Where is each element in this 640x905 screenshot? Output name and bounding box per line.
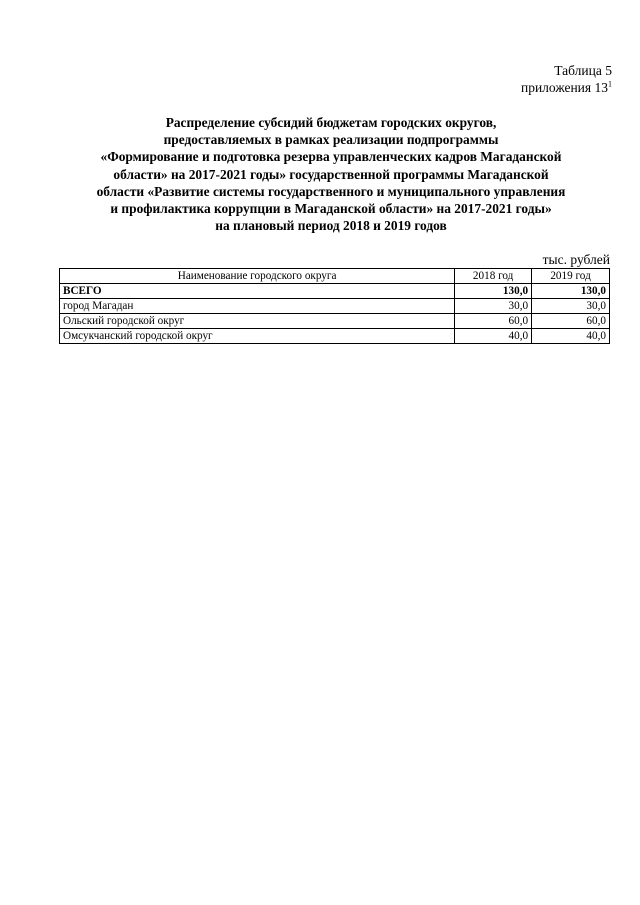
cell-name: Ольский городской округ — [60, 314, 455, 329]
cell-2019: 30,0 — [532, 299, 610, 314]
header-district-name: Наименование городского округа — [60, 269, 455, 284]
cell-2018: 30,0 — [455, 299, 532, 314]
cell-2018: 40,0 — [455, 329, 532, 344]
appendix-label: приложения $13^1$ — [520, 79, 612, 95]
title-line: «Формирование и подготовка резерва управленческих кадров Магаданской — [100, 149, 562, 165]
table-row — [60, 299, 610, 314]
cell-2018: 60,0 — [455, 314, 532, 329]
title-line: на плановый период 2018 и 2019 годов — [215, 218, 447, 234]
table-reference — [521, 62, 612, 96]
table-row — [60, 329, 610, 344]
title-line: области» на 2017-2021 годы» государственной программы Магаданской — [113, 166, 549, 182]
title-line: предоставляемых в рамках реализации подпрограммы — [163, 132, 499, 148]
cell-name: город Магадан — [60, 299, 455, 314]
cell-2019: 60,0 — [532, 314, 610, 329]
table-header-row — [60, 269, 610, 284]
appendix-superscript: 1 — [608, 79, 612, 89]
title-line: области «Развитие системы государственного и муниципального управления — [96, 183, 566, 199]
table-row — [60, 314, 610, 329]
subsidy-table — [59, 268, 610, 344]
header-2019: 2019 год — [532, 269, 610, 284]
cell-name: ВСЕГО — [60, 284, 455, 299]
table-row-total — [60, 284, 610, 299]
cell-2019: 40,0 — [532, 329, 610, 344]
title-line: и профилактика коррупции в Магаданской области» на 2017-2021 годы» — [110, 201, 552, 217]
cell-name: Омсукчанский городской округ — [60, 329, 455, 344]
header-2018: 2018 год — [455, 269, 532, 284]
document-title — [50, 114, 612, 234]
cell-2019: 130,0 — [532, 284, 610, 299]
title-line: Распределение субсидий бюджетам городских округов, — [165, 115, 497, 130]
table-label: Таблица 5 — [554, 63, 612, 78]
cell-2018: 130,0 — [455, 284, 532, 299]
units-label: тыс. рублей — [542, 252, 610, 267]
